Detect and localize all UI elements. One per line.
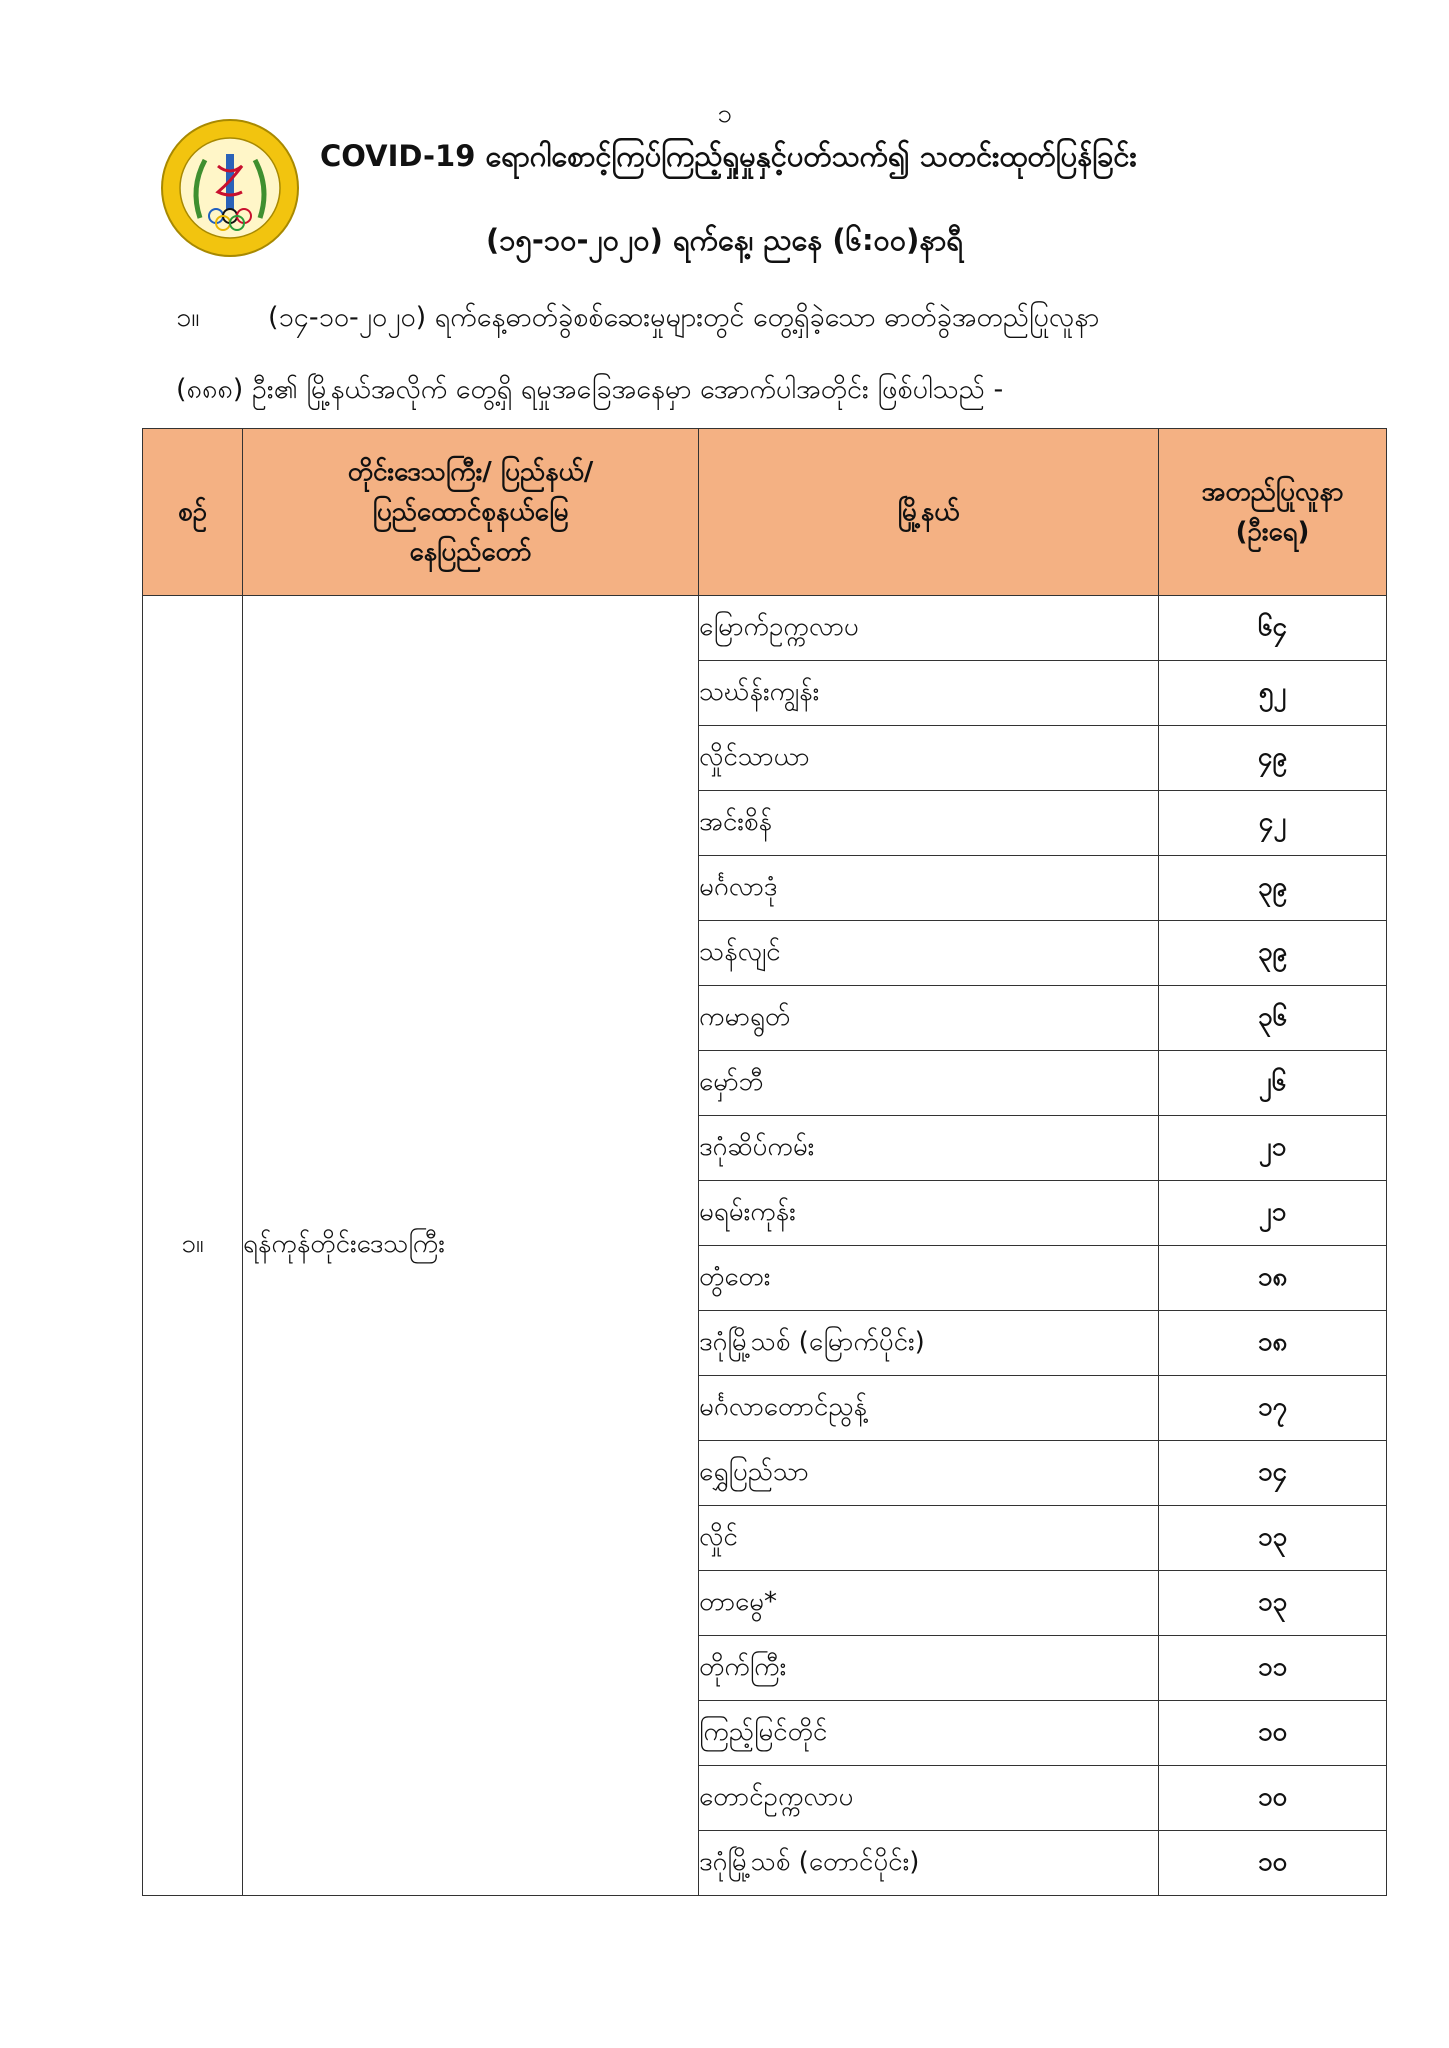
count-cell: ၁၈	[1159, 1246, 1387, 1311]
count-cell: ၆၄	[1159, 596, 1387, 661]
count-cell: ၂၆	[1159, 1051, 1387, 1116]
document-title: COVID-19 ရောဂါစောင့်ကြပ်ကြည့်ရှုမှုနှင့်ပတ်သက်၍ သတင်းထုတ်ပြန်ခြင်း	[320, 139, 1137, 173]
intro-paragraph-line1	[176, 300, 1376, 340]
count-cell: ၁၀	[1159, 1766, 1387, 1831]
township-cell: တိုက်ကြီး	[699, 1636, 1159, 1701]
count-cell: ၁၀	[1159, 1701, 1387, 1766]
count-cell: ၂၁	[1159, 1116, 1387, 1181]
count-cell: ၁၀	[1159, 1831, 1387, 1896]
count-cell: ၅၂	[1159, 661, 1387, 726]
page-number: ၁	[717, 99, 732, 129]
township-cell: မင်္ဂလာတောင်ညွန့်	[699, 1376, 1159, 1441]
township-cell: ကြည့်မြင်တိုင်	[699, 1701, 1159, 1766]
township-cell: ဒဂုံဆိပ်ကမ်း	[699, 1116, 1159, 1181]
header-count	[1159, 429, 1387, 596]
township-cell: လှိုင်	[699, 1506, 1159, 1571]
paragraph-text-line1: (၁၄-၁၀-၂၀၂၀) ရက်နေ့ဓာတ်ခွဲစစ်ဆေးမှုများတွင် တွေ့ရှိခဲ့သော ဓာတ်ခွဲအတည်ပြုလူနာ	[268, 302, 1100, 333]
count-cell: ၁၄	[1159, 1441, 1387, 1506]
township-cell: တာမွေ*	[699, 1571, 1159, 1636]
count-cell: ၁၃	[1159, 1506, 1387, 1571]
township-cell: မင်္ဂလာဒုံ	[699, 856, 1159, 921]
header-region-line1: တိုင်းဒေသကြီး/ ပြည်နယ်/	[347, 457, 594, 487]
township-cell: အင်းစိန်	[699, 791, 1159, 856]
count-cell: ၁၈	[1159, 1311, 1387, 1376]
count-cell: ၃၉	[1159, 856, 1387, 921]
document-subtitle: (၁၅-၁၀-၂၀၂၀) ရက်နေ့၊ ညနေ (၆:၀၀)နာရီ	[485, 223, 964, 257]
township-cell: ဒဂုံမြို့သစ် (တောင်ပိုင်း)	[699, 1831, 1159, 1896]
header-region	[243, 429, 699, 596]
header-region-line2: ပြည်ထောင်စုနယ်မြေ	[372, 497, 569, 527]
township-cell: တွံတေး	[699, 1246, 1159, 1311]
township-cell: မြောက်ဥက္ကလာပ	[699, 596, 1159, 661]
count-cell: ၄၉	[1159, 726, 1387, 791]
count-cell: ၃၉	[1159, 921, 1387, 986]
township-cell: တောင်ဥက္ကလာပ	[699, 1766, 1159, 1831]
count-cell: ၁၁	[1159, 1636, 1387, 1701]
count-cell: ၁၇	[1159, 1376, 1387, 1441]
count-cell: ၁၃	[1159, 1571, 1387, 1636]
header-township: မြို့နယ်	[699, 429, 1159, 596]
township-cell: သဃ်န်းကျွန်း	[699, 661, 1159, 726]
township-cell: ကမာရွတ်	[699, 986, 1159, 1051]
paragraph-number: ၁။	[176, 302, 200, 333]
township-cell: မရမ်းကုန်း	[699, 1181, 1159, 1246]
table-header-row	[143, 429, 1387, 596]
township-cell: မှော်ဘီ	[699, 1051, 1159, 1116]
township-cell: သန်လျင်	[699, 921, 1159, 986]
township-cell: ရွှေပြည်သာ	[699, 1441, 1159, 1506]
township-cell: ဒဂုံမြို့သစ် (မြောက်ပိုင်း)	[699, 1311, 1159, 1376]
header-count-line1: အတည်ပြုလူနာ	[1201, 477, 1344, 507]
count-cell: ၂၁	[1159, 1181, 1387, 1246]
serial-cell: ၁။	[143, 596, 243, 1896]
region-cell: ရန်ကုန်တိုင်းဒေသကြီး	[243, 596, 699, 1896]
header-count-line2: (ဦးရေ)	[1235, 517, 1310, 547]
header-serial: စဉ်	[143, 429, 243, 596]
table-row	[143, 596, 1387, 661]
count-cell: ၃၆	[1159, 986, 1387, 1051]
header-region-line3: နေပြည်တော်	[409, 537, 532, 567]
cases-table	[142, 428, 1387, 1896]
township-cell: လှိုင်သာယာ	[699, 726, 1159, 791]
count-cell: ၄၂	[1159, 791, 1387, 856]
paragraph-text-line2: (၈၈၈) ဦး၏ မြို့နယ်အလိုက် တွေ့ရှိ ရမှုအခြေအနေမှာ အောက်ပါအတိုင်း ဖြစ်ပါသည် -	[176, 374, 1004, 405]
